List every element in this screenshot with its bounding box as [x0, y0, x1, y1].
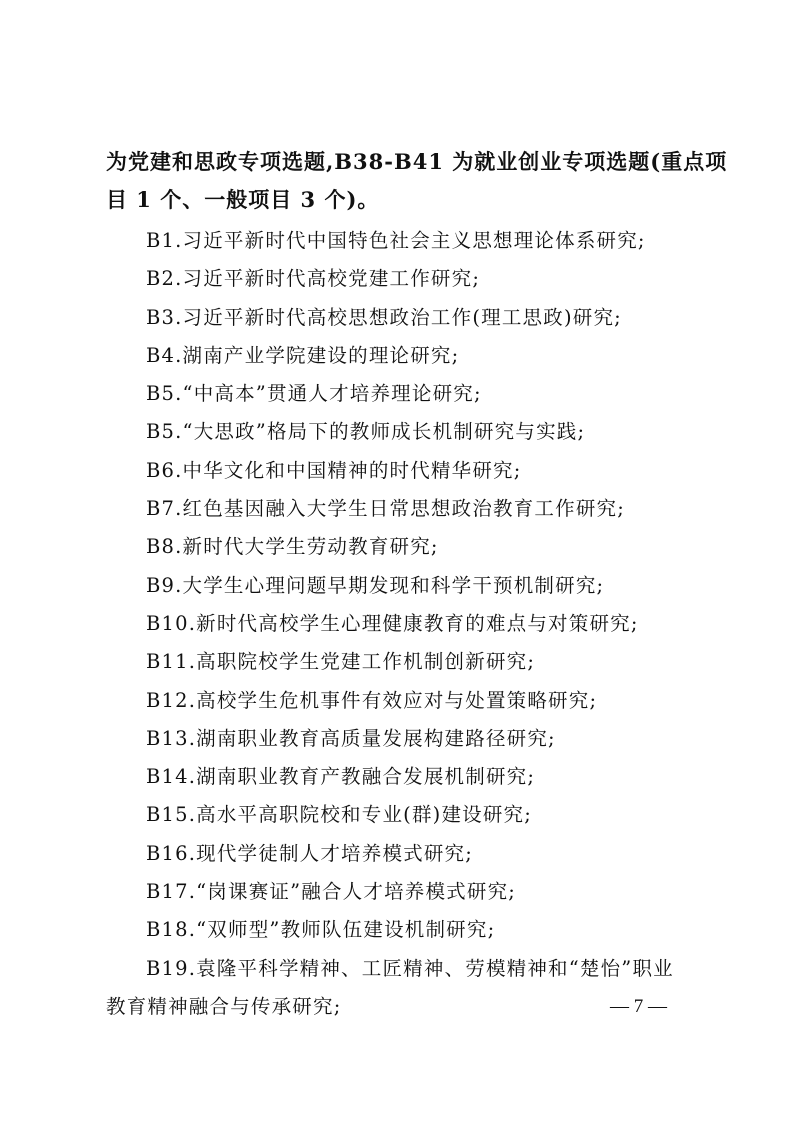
topic-item	[106, 758, 706, 796]
topic-item-text: B7.红色基因融入大学生日常思想政治教育工作研究;	[146, 497, 626, 521]
topic-item-text: B2.习近平新时代高校党建工作研究;	[146, 267, 481, 291]
topic-item-text: B8.新时代大学生劳动教育研究;	[146, 535, 439, 559]
topic-item-text: B5.“大思政”格局下的教师成长机制研究与实践;	[146, 420, 586, 444]
topic-item-text: B9.大学生心理问题早期发现和科学干预机制研究;	[146, 573, 605, 597]
topic-item-text: B15.高水平高职院校和专业(群)建设研究;	[146, 803, 533, 827]
topic-item	[106, 873, 706, 911]
topic-item-text: B13.湖南职业教育高质量发展构建路径研究;	[146, 726, 556, 750]
topic-item	[106, 796, 706, 834]
intro-line-1: 为党建和思政专项选题,B38-B41 为就业创业专项选题(重点项	[106, 149, 728, 174]
topic-item-text: B14.湖南职业教育产教融合发展机制研究;	[146, 765, 536, 789]
topic-item	[106, 413, 706, 451]
intro-line-2: 目 1 个、一般项目 3 个)。	[106, 187, 380, 212]
topic-item-text: B1.习近平新时代中国特色社会主义思想理论体系研究;	[146, 229, 646, 252]
topic-item	[106, 682, 706, 720]
topic-item-text: B16.现代学徒制人才培养模式研究;	[146, 841, 474, 865]
topic-item-text: B17.“岗课赛证”融合人才培养模式研究;	[146, 880, 517, 904]
topic-item	[106, 643, 706, 681]
topic-item	[106, 835, 706, 873]
topic-item	[106, 490, 706, 528]
intro-paragraph	[106, 143, 728, 219]
topic-item	[106, 222, 706, 260]
topic-item	[106, 567, 706, 605]
topic-item-text: B3.习近平新时代高校思想政治工作(理工思政)研究;	[146, 305, 622, 329]
topic-item	[106, 337, 706, 375]
topic-item	[106, 452, 706, 490]
topic-list	[106, 222, 706, 1026]
topic-item-text: B10.新时代高校学生心理健康教育的难点与对策研究;	[146, 611, 639, 635]
page-number: — 7 —	[610, 996, 667, 1017]
topic-item-text: B12.高校学生危机事件有效应对与处置策略研究;	[146, 688, 598, 712]
topic-item	[106, 605, 706, 643]
topic-item-text-line-1: B19.袁隆平科学精神、工匠精神、劳模精神和“楚怡”职业	[146, 956, 674, 980]
topic-item	[106, 911, 706, 949]
topic-item-text: B18.“双师型”教师队伍建设机制研究;	[146, 918, 496, 942]
topic-item	[106, 260, 706, 298]
topic-item	[106, 528, 706, 566]
topic-item-text: B4.湖南产业学院建设的理论研究;	[146, 343, 460, 367]
topic-item-text: B5.“中高本”贯通人才培养理论研究;	[146, 382, 482, 406]
topic-item-text-line-2: 教育精神融合与传承研究;	[106, 994, 342, 1018]
topic-item-text: B6.中华文化和中国精神的时代精华研究;	[146, 458, 522, 482]
topic-item	[106, 299, 706, 337]
topic-item-text: B11.高职院校学生党建工作机制创新研究;	[146, 650, 536, 674]
topic-item	[106, 375, 706, 413]
topic-item	[106, 720, 706, 758]
